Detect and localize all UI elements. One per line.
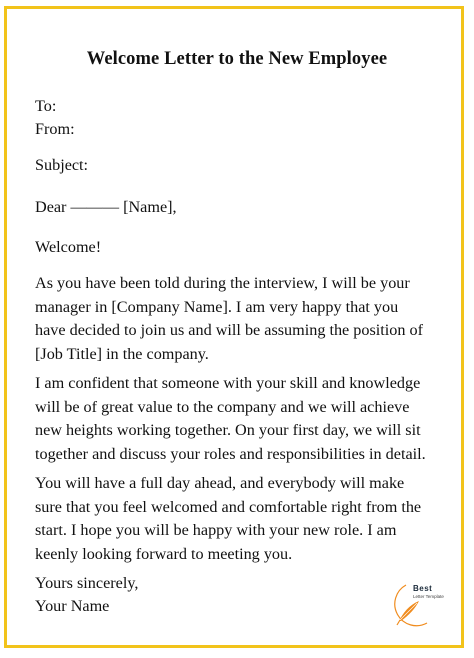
paragraph-line: As you have been told during the interview, I will be your <box>35 274 410 292</box>
welcome-text: Welcome! <box>35 238 102 256</box>
brand-logo <box>393 583 455 631</box>
from-label: From: <box>35 120 75 138</box>
closing: Yours sincerely, <box>35 574 139 592</box>
paragraph-line: will be of great value to the company and we will achieve <box>35 397 410 416</box>
paragraph-line: [Job Title] in the company. <box>35 344 209 363</box>
paragraph-1 <box>35 272 455 366</box>
paragraph-line: new heights working together. On your first day, we will sit <box>35 421 421 440</box>
paragraph-line: I am confident that someone with your skill and knowledge <box>35 374 421 392</box>
paragraph-line: manager in [Company Name]. I am very happy that you <box>35 297 399 316</box>
paragraph-line: together and discuss your roles and responsibilities in detail. <box>35 444 426 463</box>
letter-title: Welcome Letter to the New Employee <box>86 49 388 69</box>
paragraph-3 <box>35 472 455 566</box>
greeting: Dear ——— [Name], <box>35 198 177 216</box>
paragraph-2 <box>35 372 455 466</box>
paragraph-line: sure that you feel welcomed and comfortable right from the <box>35 497 422 516</box>
paragraph-line: You will have a full day ahead, and everybody will make <box>35 474 405 492</box>
logo-tagline-text: Letter Template <box>413 594 444 599</box>
logo-brand-text: Best <box>413 584 433 593</box>
to-label: To: <box>35 97 57 115</box>
subject-label: Subject: <box>35 156 89 174</box>
paragraph-line: start. I hope you will be happy with your new role. I am <box>35 521 397 540</box>
paragraph-line: keenly looking forward to meeting you. <box>35 544 293 563</box>
signature-name: Your Name <box>35 597 110 615</box>
paragraph-line: have decided to join us and will be assuming the position of <box>35 321 423 340</box>
